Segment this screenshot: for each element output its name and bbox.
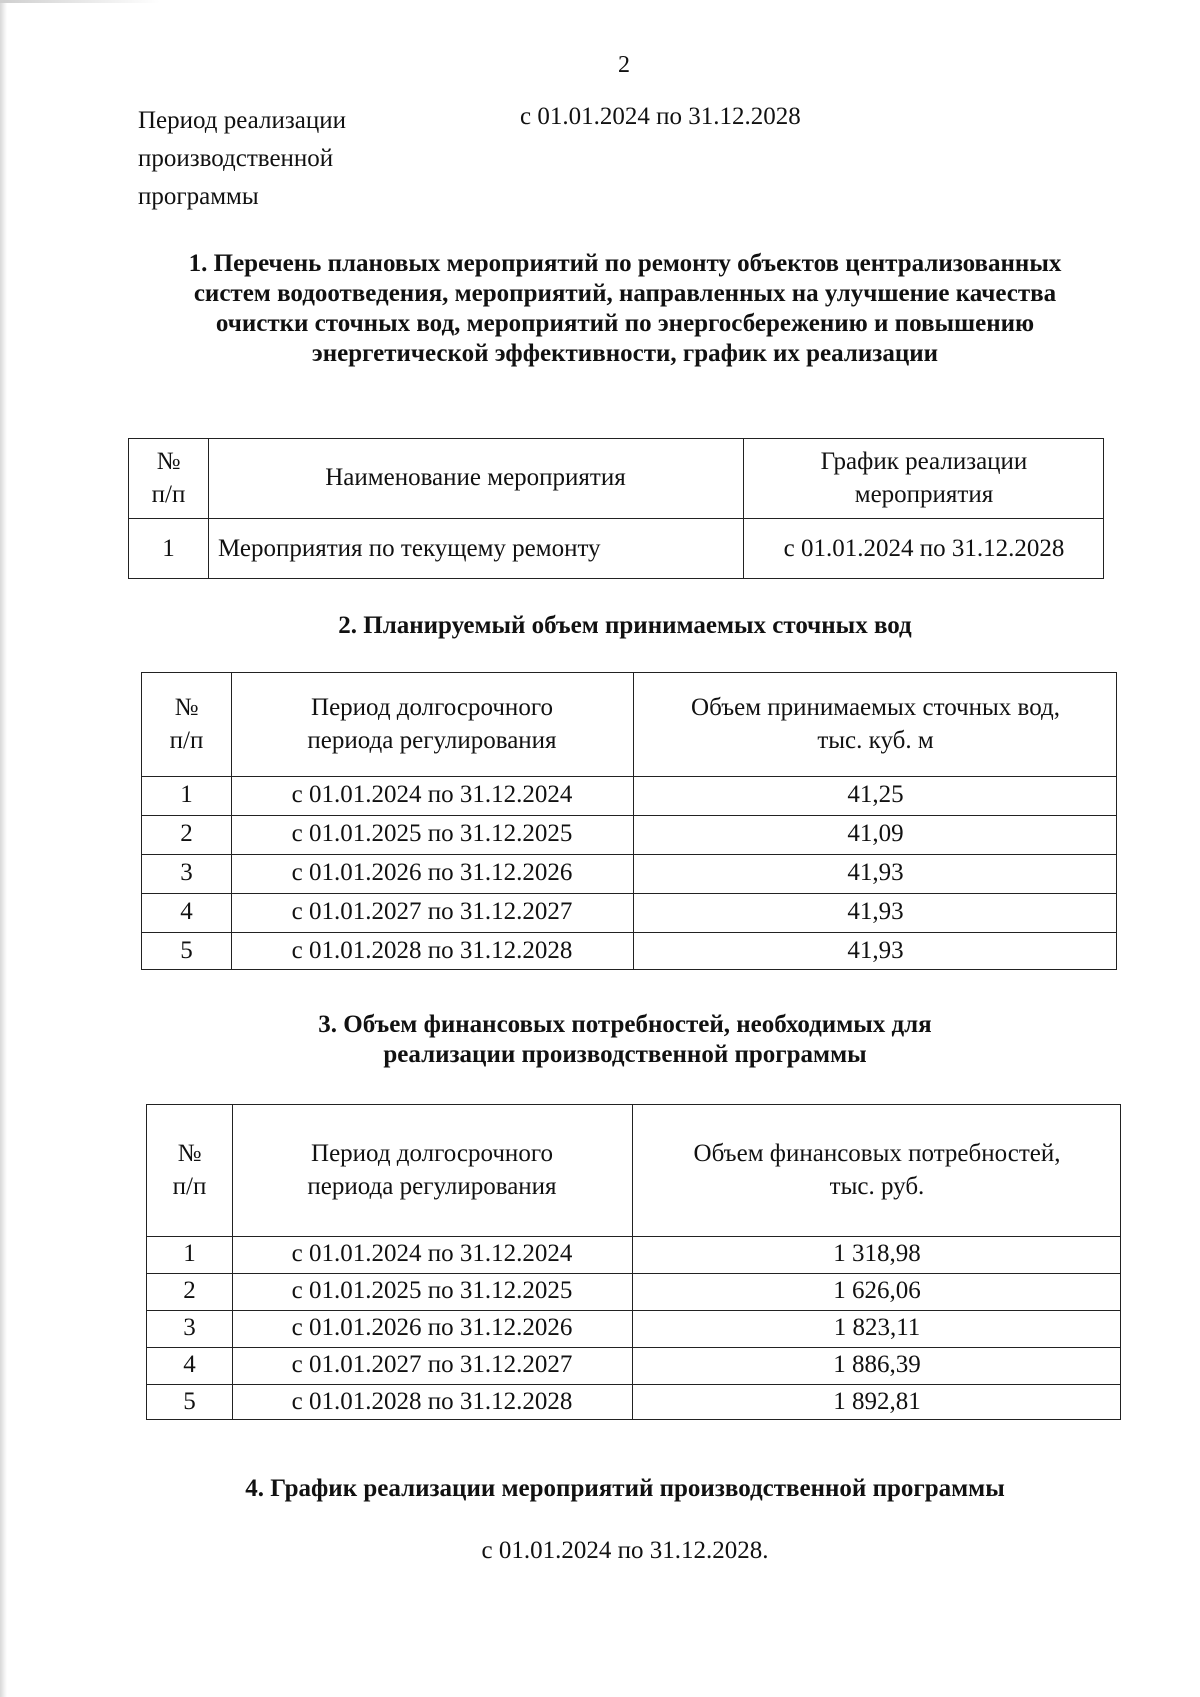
period-label: Период реализации производственной программы (138, 107, 346, 210)
table-cell: 1 823,11 (833, 1314, 921, 1342)
scan-edge-shadow (0, 0, 7, 1697)
table-cell: 3 (180, 859, 193, 887)
table-header-cell: Наименование мероприятия (325, 464, 626, 492)
table-cell: с 01.01.2025 по 31.12.2025 (291, 820, 573, 848)
table-cell: 1 (162, 534, 175, 562)
table-header-cell: № п/п (151, 448, 186, 508)
section-4-title: 4. График реализации мероприятий производственной программы (245, 1475, 1005, 1502)
table-cell: 1 886,39 (833, 1351, 921, 1379)
period-value: с 01.01.2024 по 31.12.2028 (520, 103, 801, 130)
table-cell: с 01.01.2024 по 31.12.2028 (783, 534, 1065, 562)
table-cell: с 01.01.2024 по 31.12.2024 (291, 781, 573, 809)
table-cell: с 01.01.2028 по 31.12.2028 (291, 937, 573, 965)
table-cell: 1 (183, 1240, 196, 1268)
section-2-title: 2. Планируемый объем принимаемых сточных вод (338, 612, 912, 639)
page-number: 2 (618, 52, 630, 78)
table-header-cell: Объем финансовых потребностей, тыс. руб. (693, 1140, 1061, 1200)
table-cell: 1 (180, 781, 193, 809)
table-cell: 1 892,81 (833, 1388, 921, 1416)
table-cell: 41,93 (847, 859, 904, 887)
table-cell: Мероприятия по текущему ремонту (218, 534, 601, 562)
table-cell: с 01.01.2025 по 31.12.2025 (291, 1277, 573, 1305)
wastewater-volume-table (141, 672, 1117, 970)
table-cell: 2 (183, 1277, 196, 1305)
section-1-title: 1. Перечень плановых мероприятий по ремонту объектов централизованных систем водоотведения, мероприятий, направленных на улучшение качества очистки сточных вод, мероприятий по энергосбережению и повышению энергетической эффективности, график их реализации (188, 250, 1062, 367)
table-header-cell: Объем принимаемых сточных вод, тыс. куб. м (691, 694, 1060, 754)
table-cell: 5 (180, 937, 193, 965)
table-cell: 1 626,06 (833, 1277, 921, 1305)
table-cell: 3 (183, 1314, 196, 1342)
table-cell: с 01.01.2028 по 31.12.2028 (291, 1388, 573, 1416)
table-cell: 2 (180, 820, 193, 848)
table-cell: 1 318,98 (833, 1240, 921, 1268)
section-3-title: 3. Объем финансовых потребностей, необходимых для реализации производственной программы (318, 1011, 932, 1068)
table-cell: 41,93 (847, 898, 904, 926)
table-cell: с 01.01.2026 по 31.12.2026 (291, 1314, 573, 1342)
table-cell: 5 (183, 1388, 196, 1416)
table-cell: 41,93 (847, 937, 904, 965)
activities-table (128, 438, 1104, 579)
table-cell: с 01.01.2024 по 31.12.2024 (291, 1240, 573, 1268)
table-cell: 4 (180, 898, 193, 926)
scan-top-shadow (0, 0, 160, 3)
section-4-period: с 01.01.2024 по 31.12.2028. (481, 1537, 769, 1564)
table-header-cell: Период долгосрочного периода регулирования (307, 1140, 557, 1200)
table-header-cell: № п/п (169, 694, 204, 754)
table-cell: с 01.01.2026 по 31.12.2026 (291, 859, 573, 887)
table-cell: 4 (183, 1351, 196, 1379)
table-cell: с 01.01.2027 по 31.12.2027 (291, 898, 573, 926)
table-header-cell: № п/п (172, 1140, 207, 1200)
table-cell: с 01.01.2027 по 31.12.2027 (291, 1351, 573, 1379)
financial-needs-table (146, 1104, 1121, 1420)
table-cell: 41,09 (847, 820, 904, 848)
table-header-cell: Период долгосрочного периода регулирования (307, 694, 557, 754)
table-cell: 41,25 (847, 781, 904, 809)
table-header-cell: График реализации мероприятия (820, 448, 1028, 508)
